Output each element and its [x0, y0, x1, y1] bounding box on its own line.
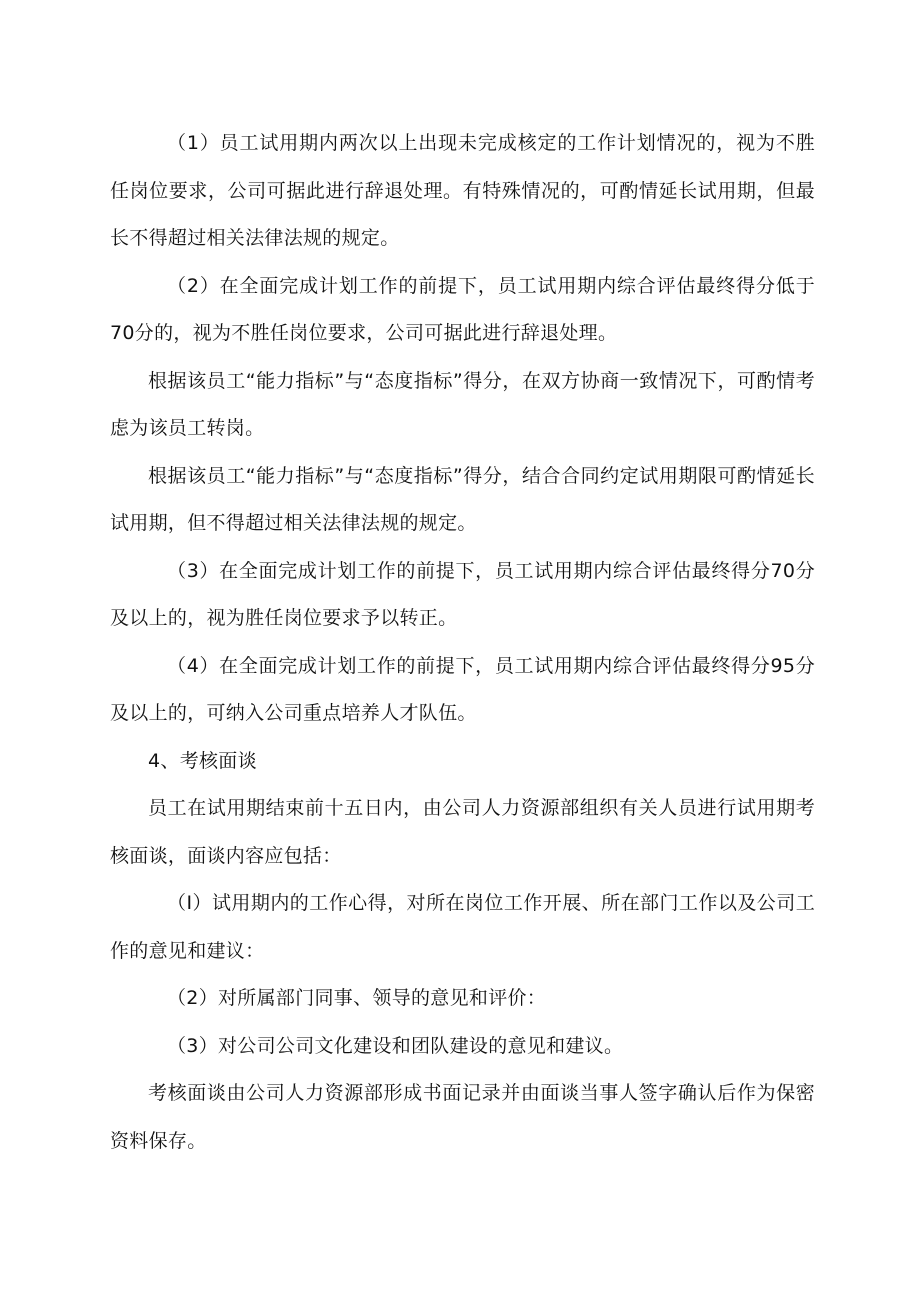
- paragraph-interview-record: 考核面谈由公司人力资源部形成书面记录并由面谈当事人签字确认后作为保密资料保存。: [110, 1082, 815, 1152]
- paragraph-interview-item-1: （I）试用期内的工作心得，对所在岗位工作开展、所在部门工作以及公司工作的意见和建议：: [110, 892, 815, 962]
- paragraph-interview-item-2: （2）对所属部门同事、领导的意见和评价：: [167, 987, 547, 1009]
- paragraph-extension: 根据该员工“能力指标”与“态度指标”得分，结合合同约定试用期限可酌情延长试用期，但不得超过相关法律法规的规定。: [110, 464, 815, 534]
- paragraph-item-2: （2）在全面完成计划工作的前提下，员工试用期内综合评估最终得分低于70分的，视为不胜任岗位要求，公司可据此进行辞退处理。: [110, 274, 815, 344]
- paragraph-interview-intro: 员工在试用期结束前十五日内，由公司人力资源部组织有关人员进行试用期考核面谈，面谈内容应包括：: [110, 797, 815, 867]
- paragraph-item-4: （4）在全面完成计划工作的前提下，员工试用期内综合评估最终得分95分及以上的，可纳入公司重点培养人才队伍。: [110, 654, 815, 724]
- paragraph-transfer: 根据该员工“能力指标”与“态度指标”得分，在双方协商一致情况下，可酌情考虑为该员工转岗。: [110, 369, 815, 439]
- paragraph-interview-item-3: （3）对公司公司文化建设和团队建设的意见和建议。: [167, 1034, 624, 1057]
- paragraph-item-3: （3）在全面完成计划工作的前提下，员工试用期内综合评估最终得分70分及以上的，视为胜任岗位要求予以转正。: [110, 559, 815, 629]
- paragraph-item-1: （1）员工试用期内两次以上出现未完成核定的工作计划情况的，视为不胜任岗位要求，公司可据此进行辞退处理。有特殊情况的，可酌情延长试用期，但最长不得超过相关法律法规的规定。: [110, 132, 815, 249]
- section-heading-interview: 4、考核面谈: [148, 749, 257, 772]
- document-body: [110, 120, 815, 1165]
